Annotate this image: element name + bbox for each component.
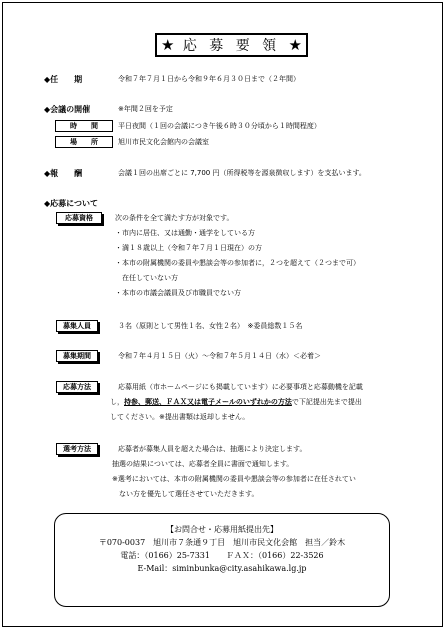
recruit-label: 募集人員 [56, 320, 98, 332]
page-title: 応 募 要 領 [182, 38, 281, 54]
selection-line: 応募者が募集人員を超えた場合は、抽選により決定します。 [118, 445, 307, 453]
application-label: ◆応募について [44, 199, 98, 208]
selection-label: 選考方法 [56, 443, 98, 455]
time-label: 時 間 [55, 120, 113, 132]
method-line: してください。※提出書類は返却しません。 [110, 413, 250, 421]
qualification-intro: 次の条件を全て満たす方が対象です。 [115, 214, 234, 222]
contact-box [54, 513, 390, 607]
method-line [110, 397, 362, 407]
contact-email[interactable]: E-Mail：siminbunka@city.asahikawa.lg.jp [137, 564, 307, 573]
qualification-item: ・本市の附属機関の委員や懇談会等の参加者に，２つを超えて（２つまで可） [115, 259, 360, 267]
method-label: 応募方法 [56, 381, 98, 393]
contact-phone: 電話：（0166）25-7331 ＦＡＸ：（0166）22-3526 [120, 551, 324, 560]
selection-line: ※選考においては、本市の附属機関の委員や懇談会等の参加者に在任されてい [112, 475, 356, 483]
term-value: 令和７年７月１日から令和９年６月３０日まで（２年間） [118, 75, 300, 83]
method-line: 応募用紙（市ホームページにも掲載しています）に必要事項と応募動機を記載 [118, 383, 363, 391]
meeting-label: ◆会議の開催 [44, 105, 91, 114]
contact-heading: 【お問合せ・応募用紙提出先】 [166, 525, 278, 534]
page-title-box [155, 33, 308, 57]
star-icon-left: ★ [161, 35, 175, 54]
method-emphasis: 持参、郵送、ＦＡＸ又は電子メールのいずれかの方法 [124, 398, 292, 406]
term-label: ◆任 期 [44, 75, 83, 84]
selection-line: ない方を優先して選任させていただきます。 [112, 490, 259, 498]
qualification-item: 在任していない方 [115, 274, 178, 282]
selection-line: 抽選の結果については、応募者全員に書面で通知します。 [112, 460, 294, 468]
place-label: 場 所 [55, 136, 113, 148]
reward-label: ◆報 酬 [44, 169, 83, 178]
qualification-label: 応募資格 [56, 212, 102, 224]
recruit-value: ３名（原則として男性１名、女性２名） ※委員総数１５名 [118, 322, 303, 330]
reward-value: 会議１回の出席ごとに 7,700 円（所得税等を源泉徴収します）を支払います。 [118, 169, 366, 177]
period-value: 令和７年４月１５日（火）～令和７年５月１４日（水）＜必着＞ [118, 352, 321, 360]
qualification-item: ・市内に居住、又は通勤・通学をしている方 [115, 229, 255, 237]
method-line-pre: し， [110, 398, 124, 406]
meeting-value: ※年間２回を予定 [118, 105, 173, 113]
qualification-item: ・満１８歳以上（令和７年７月１日現在）の方 [115, 244, 262, 252]
time-value: 平日夜間（１回の会議につき午後６時３０分頃から１時間程度） [118, 122, 321, 130]
qualification-item: ・本市の市議会議員及び市職員でない方 [115, 289, 241, 297]
star-icon-right: ★ [288, 35, 302, 54]
place-value: 旭川市民文化会館内の会議室 [118, 138, 209, 146]
period-label: 募集期間 [56, 350, 98, 362]
method-line-post: で下記提出先まで提出 [291, 398, 362, 406]
contact-address: 〒070-0037 旭川市７条通９丁目 旭川市民文化会館 担当／鈴木 [98, 538, 346, 547]
